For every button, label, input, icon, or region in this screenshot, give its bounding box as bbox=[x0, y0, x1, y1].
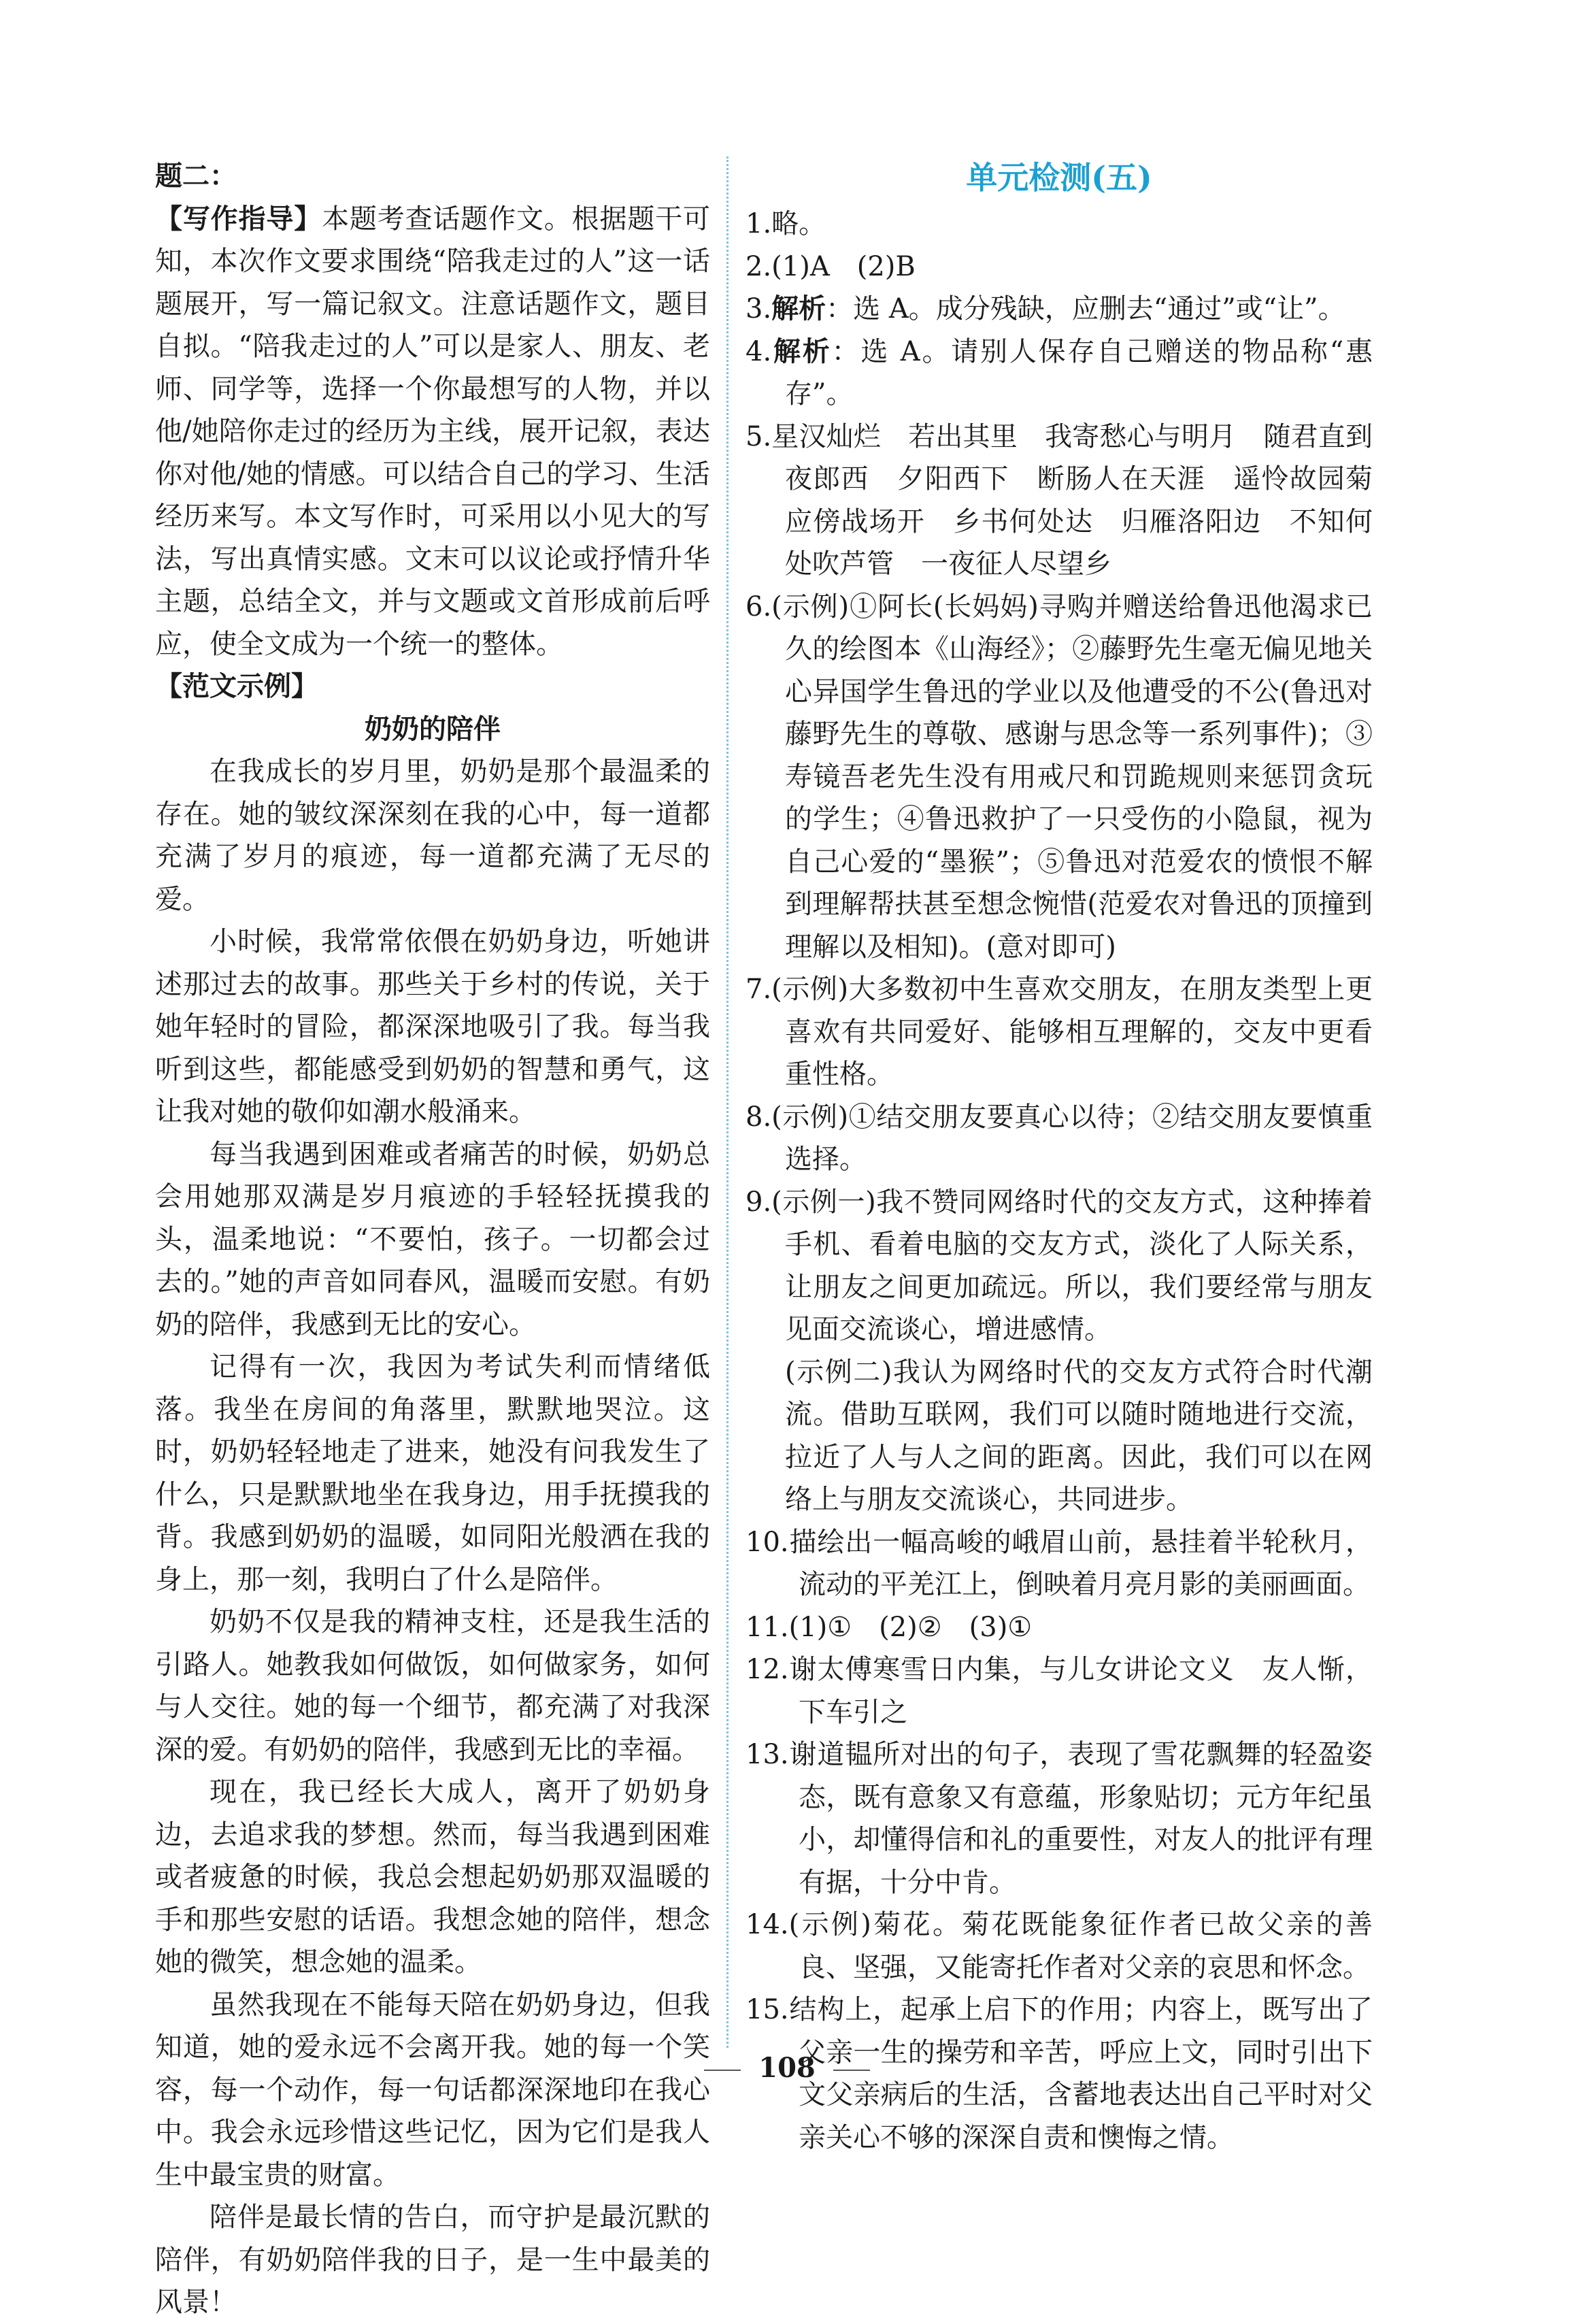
unit-test-title: 单元检测(五) bbox=[966, 159, 1152, 196]
answer-item: 5.星汉灿烂 若出其里 我寄愁心与明月 随君直到夜郎西 夕阳西下 断肠人在天涯 遥怜故园菊 应傍战场开 乡书何处达 归雁洛阳边 不知何处吹芦管 一夜征人尽望乡 bbox=[746, 420, 1400, 580]
analysis-label: 解析 bbox=[771, 293, 826, 325]
writing-guide bbox=[155, 198, 710, 666]
answer-number: 4. bbox=[746, 335, 772, 367]
answer-item: 1.略。 bbox=[746, 208, 826, 239]
answer-item: 11.(1)① (2)② (3)① bbox=[746, 1611, 1033, 1643]
footer-dash-right bbox=[833, 2070, 870, 2071]
essay-paragraph: 小时候，我常常依偎在奶奶身边，听她讲述那过去的故事。那些关于乡村的传说，关于她年轻时的冒险，都深深地吸引了我。每当我听到这些，都能感受到奶奶的智慧和勇气，这让我对她的敬仰如潮水般涌来。 bbox=[155, 926, 710, 1127]
guide-text: 本题考查话题作文。根据题干可知，本次作文要求围绕“陪我走过的人”这一话题展开，写一篇记叙文。注意话题作文，题目自拟。“陪我走过的人”可以是家人、朋友、老师、同学等，选择一个你最想写的人物，并以他/她陪你走过的经历为主线，展开记叙，表达你对他/她的情感。可以结合自己的学习、生活经历来写。本文写作时，可采用以小见大的写法，写出真情实感。文末可以议论或抒情升华主题，总结全文，并与文题或文首形成前后呼应，使全文成为一个统一的整体。 bbox=[155, 203, 711, 660]
essay-paragraph: 每当我遇到困难或者痛苦的时候，奶奶总会用她那双满是岁月痕迹的手轻轻抚摸我的头，温柔地说：“不要怕，孩子。一切都会过去的。”她的声音如同春风，温暖而安慰。有奶奶的陪伴，我感到无比的安心。 bbox=[155, 1138, 710, 1340]
guide-label: 【写作指导】 bbox=[155, 202, 322, 235]
answer-text: ：选 A。成分残缺，应删去“通过”或“让”。 bbox=[826, 293, 1345, 325]
answer-number: 3. bbox=[746, 293, 772, 325]
essay-paragraph: 在我成长的岁月里，奶奶是那个最温柔的存在。她的皱纹深深刻在我的心中，每一道都充满了岁月的痕迹，每一道都充满了无尽的爱。 bbox=[155, 756, 710, 915]
answer-item: 13.谢道韫所对出的句子，表现了雪花飘舞的轻盈姿态，既有意象又有意蕴，形象贴切；元方年纪虽小，却懂得信和礼的重要性，对友人的批评有理有据，十分中肯。 bbox=[746, 1739, 1373, 1898]
essay-paragraph: 记得有一次，我因为考试失利而情绪低落。我坐在房间的角落里，默默地哭泣。这时，奶奶轻轻地走了进来，她没有问我发生了什么，只是默默地坐在我身边，用手抚摸我的背。我感到奶奶的温暖，如同阳光般洒在我的身上，那一刻，我明白了什么是陪伴。 bbox=[155, 1351, 710, 1595]
answer-item: 7.(示例)大多数初中生喜欢交朋友，在朋友类型上更喜欢有共同爱好、能够相互理解的，交友中更看重性格。 bbox=[746, 974, 1373, 1090]
column-divider bbox=[726, 156, 729, 2048]
answer-text: ：选 A。请别人保存自己赠送的物品称“惠存”。 bbox=[785, 335, 1373, 410]
topic-heading: 题二： bbox=[155, 160, 237, 192]
essay-paragraph: 陪伴是最长情的告白，而守护是最沉默的陪伴，有奶奶陪伴我的日子，是一生中最美的风景！ bbox=[155, 2202, 710, 2318]
answer-item: 6.(示例)①阿长(长妈妈)寻购并赠送给鲁迅他渴求已久的绘图本《山海经》；②藤野先生毫无偏见地关心异国学生鲁迅的学业以及他遭受的不公(鲁迅对藤野先生的尊敬、感谢与思念等一系列事件)；③寿镜吾老先生没有用戒尺和罚跪规则来惩罚贪玩的学生；④鲁迅救护了一只受伤的小隐鼠，视为自己心爱的“墨猴”；⑤鲁迅对范爱农的愤恨不解到理解帮扶甚至想念惋惜(范爱农对鲁迅的顶撞到理解以及相知)。(意对即可) bbox=[746, 591, 1373, 963]
answer-item: 14.(示例)菊花。菊花既能象征作者已故父亲的善良、坚强，又能寄托作者对父亲的哀思和怀念。 bbox=[746, 1909, 1373, 1983]
answer-item: 10.描绘出一幅高峻的峨眉山前，悬挂着半轮秋月，流动的平羌江上，倒映着月亮月影的美丽画面。 bbox=[746, 1526, 1373, 1600]
answer-item bbox=[746, 288, 1373, 331]
analysis-label: 解析 bbox=[771, 335, 832, 367]
essay-paragraph: 虽然我现在不能每天陪在奶奶身边，但我知道，她的爱永远不会离开我。她的每一个笑容，每一个动作，每一句话都深深地印在我心中。我会永远珍惜这些记忆，因为它们是我人生中最宝贵的财富。 bbox=[155, 1989, 710, 2191]
left-column bbox=[155, 155, 710, 2324]
answer-item: 2.(1)A (2)B bbox=[746, 250, 916, 282]
answer-item-continued: (示例二)我认为网络时代的交友方式符合时代潮流。借助互联网，我们可以随时随地进行交流，拉近了人与人之间的距离。因此，我们可以在网络上与朋友交流谈心，共同进步。 bbox=[785, 1356, 1373, 1515]
footer-dash-left bbox=[704, 2070, 741, 2071]
essay-paragraph: 奶奶不仅是我的精神支柱，还是我生活的引路人。她教我如何做饭，如何做家务，如何与人交往。她的每一个细节，都充满了对我深深的爱。有奶奶的陪伴，我感到无比的幸福。 bbox=[155, 1606, 710, 1765]
page-footer bbox=[0, 2048, 1574, 2089]
answer-item: 15.结构上，起承上启下的作用；内容上，既写出了父亲一生的操劳和辛苦，呼应上文，同时引出下文父亲病后的生活，含蓄地表达出自己平时对父亲关心不够的深深自责和懊悔之情。 bbox=[746, 1994, 1373, 2153]
answer-item: 8.(示例)①结交朋友要真心以待；②结交朋友要慎重选择。 bbox=[746, 1101, 1373, 1175]
essay-title: 奶奶的陪伴 bbox=[365, 712, 501, 745]
answer-item: 9.(示例一)我不赞同网络时代的交友方式，这种捧着手机、看着电脑的交友方式，淡化了人际关系，让朋友之间更加疏远。所以，我们要经常与朋友见面交流谈心，增进感情。 bbox=[746, 1186, 1373, 1345]
page-number: 108 bbox=[758, 2052, 816, 2084]
sample-label: 【范文示例】 bbox=[155, 670, 318, 702]
answer-item: 12.谢太傅寒雪日内集，与儿女讲论文义 友人惭，下车引之 bbox=[746, 1654, 1373, 1728]
right-column bbox=[746, 155, 1400, 2159]
essay-paragraph: 现在，我已经长大成人，离开了奶奶身边，去追求我的梦想。然而，每当我遇到困难或者疲惫的时候，我总会想起奶奶那双温暖的手和那些安慰的话语。我想念她的陪伴，想念她的微笑，想念她的温柔。 bbox=[155, 1776, 710, 1978]
answer-item bbox=[746, 331, 1373, 416]
